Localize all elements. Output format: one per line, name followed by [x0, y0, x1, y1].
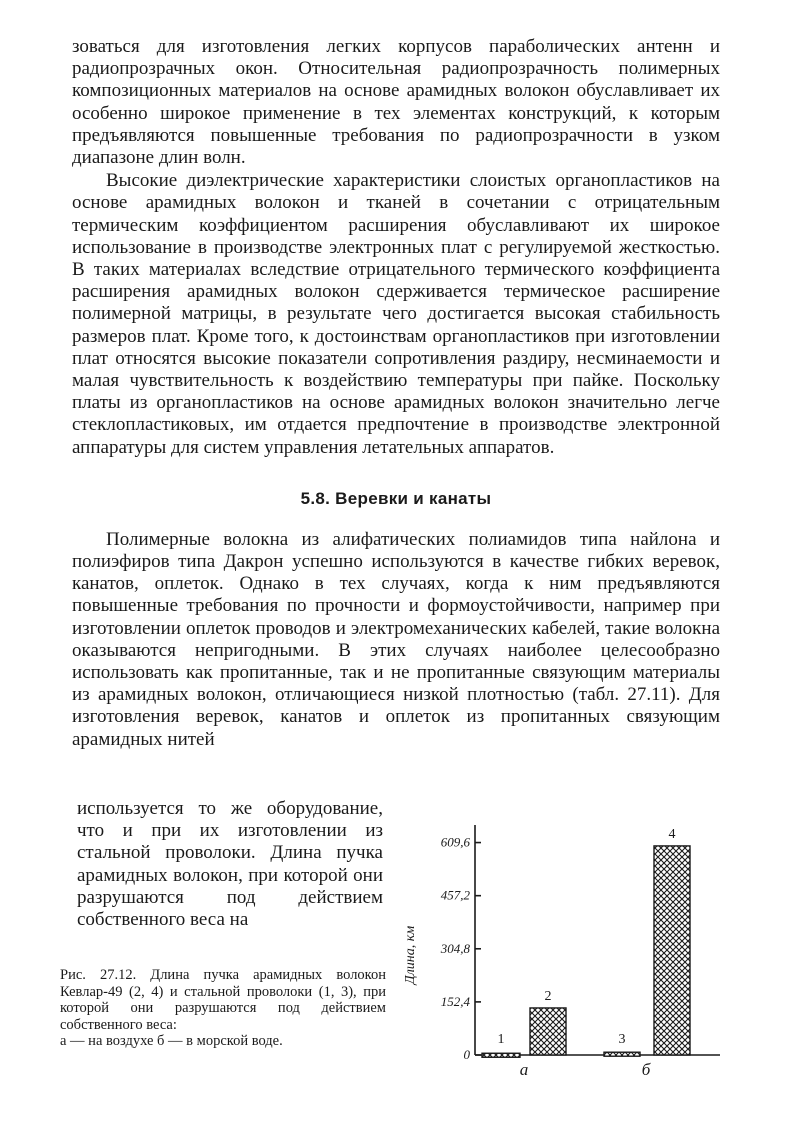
figure-27-12: [400, 815, 730, 1080]
y-tick-label: 0: [463, 1047, 470, 1062]
y-tick-label: 152,4: [440, 993, 470, 1009]
page-text: [72, 36, 720, 751]
y-tick-label: 457,2: [440, 887, 470, 903]
group-label-1: а: [519, 1060, 529, 1079]
caption-main: Рис. 27.12. Длина пучка арамидных волокон Кевлар-49 (2, 4) и стальной проволоки (1, 3), при которой они разрушаются под действием собственного веса:: [60, 967, 386, 1033]
bar-label-2: 2: [544, 988, 552, 1004]
paragraph-3-continuation: используется то же оборудование, что и при их изготовлении из стальной проволоки. Длина пучка арамидных волокон, при которой они разрушаются под действием собственного веса на: [77, 798, 383, 931]
bar-2: [530, 1008, 566, 1055]
bar-label-1: 1: [497, 1032, 505, 1047]
bar-label-4: 4: [668, 826, 676, 842]
section-heading: 5.8. Веревки и канаты: [300, 488, 492, 508]
caption-legend: а — на воздухе б — в морской воде.: [60, 1033, 283, 1049]
group-label-2: б: [641, 1060, 651, 1079]
bar-4: [654, 846, 690, 1055]
figure-caption: [60, 967, 386, 1050]
paragraph-1: зоваться для изготовления легких корпусов параболических антенн и радиопрозрачных окон. Относительная радиопрозрачность полимерных композиционных материалов на основе арамидных волокон обуславливает их особенно широкое применение в тех элементах конструкций, к которым предъявляются повышенные требования по радиопрозрачности в узком диапазоне длин волн.: [72, 36, 720, 169]
y-tick-label: 304,8: [440, 940, 470, 956]
y-tick-label: 609,6: [440, 834, 470, 850]
y-axis-label: Длина, км: [403, 925, 418, 985]
paragraph-3: Полимерные волокна из алифатических полиамидов типа найлона и полиэфиров типа Дакрон успешно используются в качестве гибких веревок, канатов, оплеток. Однако в тех случаях, когда к ним предъявляются повышенные требования по прочности и формоустойчивости, например при изготовлении оплеток проводов и электромеханических кабелей, такие волокна оказываются непригодными. В этих случаях наиболее целесообразно использовать как пропитанные, так и не пропитанные связующим материалы из арамидных волокон, отличающиеся низкой плотностью (табл. 27.11). Для изготовления веревок, канатов и оплеток из пропитанных связующим арамидных нитей: [72, 528, 720, 750]
bar-label-3: 3: [618, 1032, 626, 1047]
bar-1: [482, 1053, 520, 1057]
paragraph-2: Высокие диэлектрические характеристики слоистых органопластиков на основе арамидных волокон и тканей в сочетании с отрицательным термическим коэффициентом расширения обуславливают их широкое использование в производстве электронных плат с регулируемой жесткостью. В таких материалах вследствие отрицательного термического коэффициента расширения арамидных волокон сдерживается термическое расширение полимерной матрицы, в результате чего достигается высокая стабильность размеров плат. Кроме того, к достоинствам органопластиков при изготовлении плат относятся высокие показатели сопротивления раздиру, несминаемости и малая чувствительность к воздействию температуры при пайке. Поскольку платы из органопластиков на основе арамидных волокон значительно легче стеклопластиковых, им отдается предпочтение в производстве электронной аппаратуры для систем управления летательных аппаратов.: [72, 170, 720, 458]
bar-3: [604, 1052, 640, 1056]
bar-chart: [400, 815, 730, 1080]
